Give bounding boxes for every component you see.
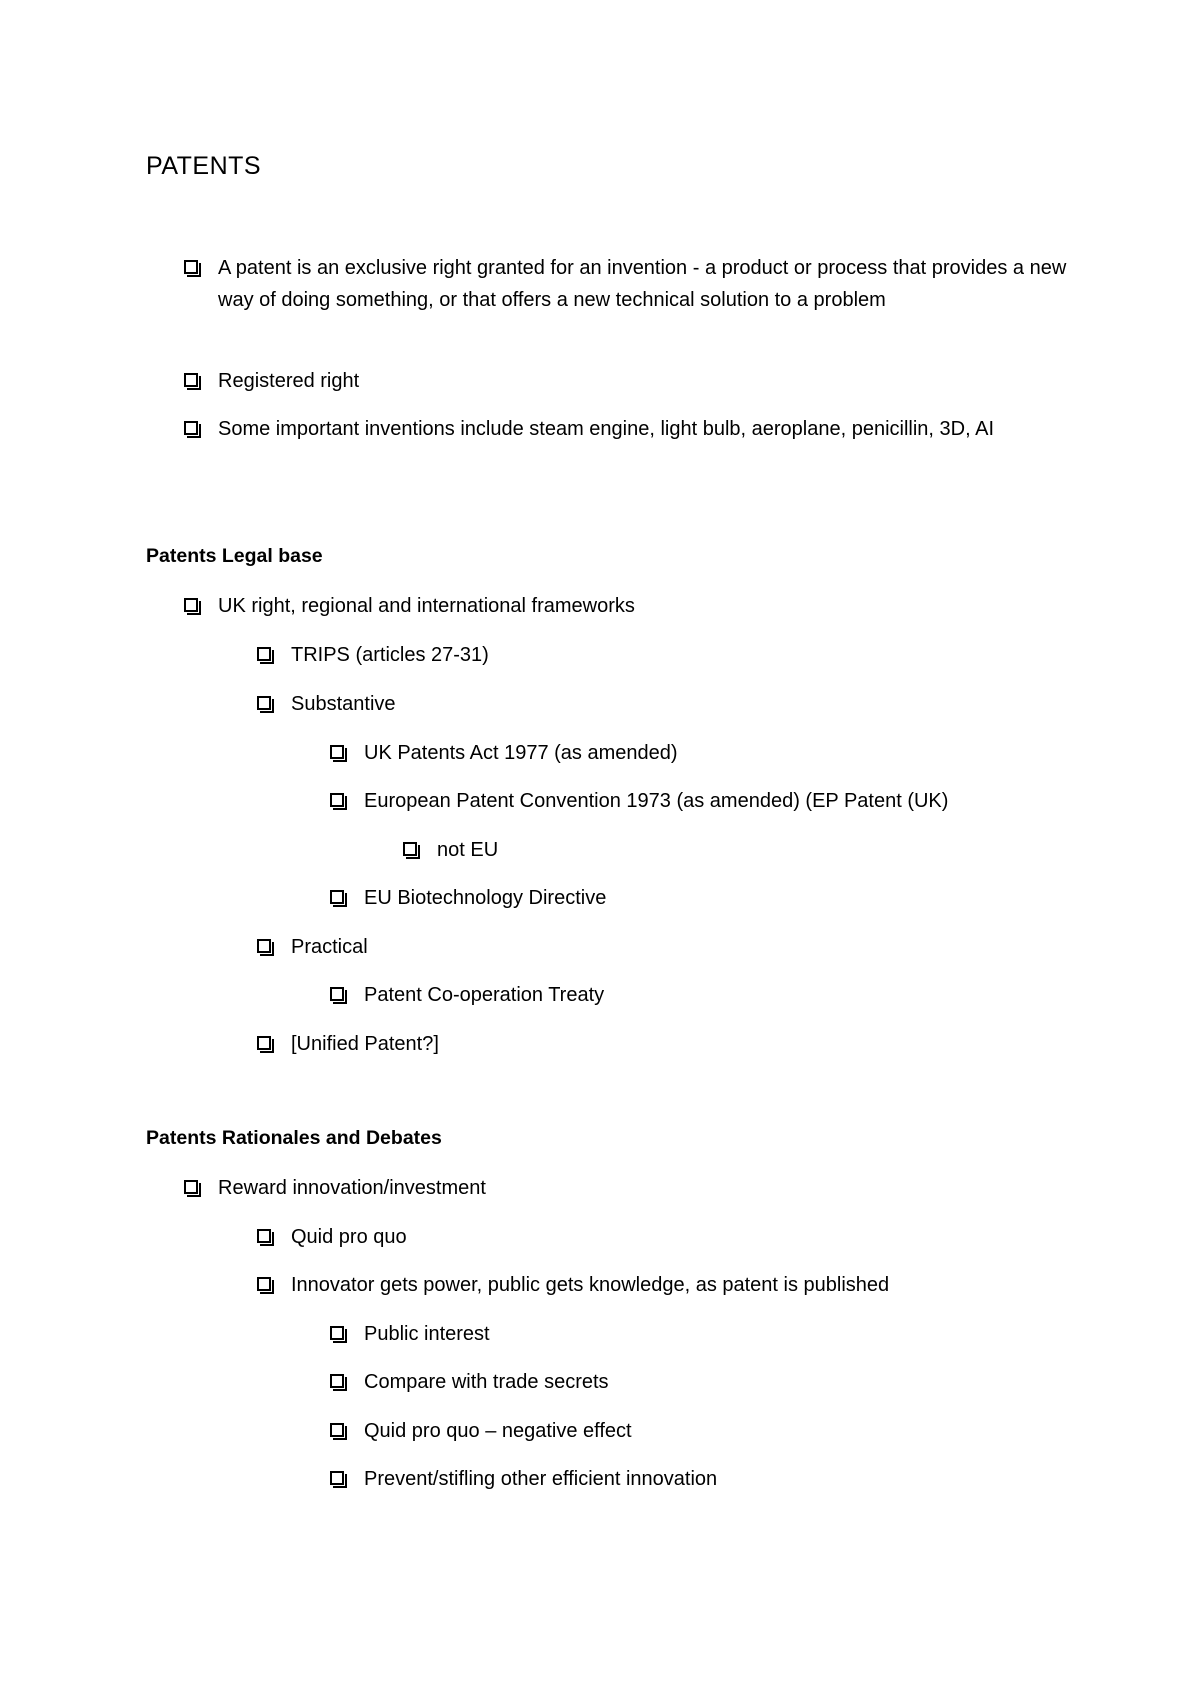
- list-item: [184, 252, 1078, 316]
- list-item: [184, 413, 1078, 445]
- list-item: [330, 882, 606, 914]
- checkbox-icon: [184, 260, 198, 274]
- list-item-text: Patent Co-operation Treaty: [364, 984, 605, 1006]
- checkbox-icon: [330, 987, 344, 1001]
- list-item: [257, 931, 368, 963]
- list-item-text: Substantive: [291, 693, 396, 715]
- list-item-text: A patent is an exclusive right granted for an invention - a product or process that provides a new way of doing something, or that offers a new technical solution to a problem: [218, 257, 1067, 311]
- list-item: [257, 1269, 889, 1301]
- list-item-text: [Unified Patent?]: [291, 1033, 439, 1055]
- list-item: [330, 1415, 632, 1447]
- checkbox-icon: [257, 1277, 271, 1291]
- checkbox-icon: [184, 1180, 198, 1194]
- list-item: [330, 1366, 609, 1398]
- section-heading-legal-base: Patents Legal base: [146, 545, 323, 567]
- list-item-text: Quid pro quo – negative effect: [364, 1420, 632, 1442]
- list-item: [257, 1221, 407, 1253]
- checkbox-icon: [330, 1326, 344, 1340]
- checkbox-icon: [257, 1036, 271, 1050]
- checkbox-icon: [184, 598, 198, 612]
- list-item: [330, 979, 604, 1011]
- checkbox-icon: [184, 373, 198, 387]
- list-item-text: European Patent Convention 1973 (as amended) (EP Patent (UK): [364, 790, 949, 812]
- checkbox-icon: [330, 745, 344, 759]
- checkbox-icon: [257, 647, 271, 661]
- list-item-text: Prevent/stifling other efficient innovation: [364, 1468, 718, 1490]
- list-item-text: Quid pro quo: [291, 1226, 407, 1248]
- list-item: [330, 1463, 717, 1495]
- list-item: [257, 688, 396, 720]
- list-item-text: Public interest: [364, 1323, 490, 1345]
- list-item-text: EU Biotechnology Directive: [364, 887, 607, 909]
- list-item-text: Reward innovation/investment: [218, 1177, 486, 1199]
- list-item: [403, 834, 498, 866]
- list-item-text: Compare with trade secrets: [364, 1371, 609, 1393]
- list-item-text: Some important inventions include steam engine, light bulb, aeroplane, penicillin, 3D, AI: [218, 418, 995, 440]
- checkbox-icon: [257, 939, 271, 953]
- checkbox-icon: [330, 1423, 344, 1437]
- list-item-text: TRIPS (articles 27-31): [291, 644, 489, 666]
- list-item: [257, 639, 489, 671]
- checkbox-icon: [184, 421, 198, 435]
- list-item: [184, 590, 635, 622]
- checkbox-icon: [330, 1374, 344, 1388]
- checkbox-icon: [330, 890, 344, 904]
- list-item-text: Practical: [291, 936, 368, 958]
- checkbox-icon: [330, 1471, 344, 1485]
- page-title: PATENTS: [146, 152, 262, 180]
- list-item: [330, 1318, 490, 1350]
- list-item-text: UK right, regional and international frameworks: [218, 595, 635, 617]
- checkbox-icon: [330, 793, 344, 807]
- list-item: [257, 1028, 439, 1060]
- list-item-text: Registered right: [218, 370, 360, 392]
- list-item-text: UK Patents Act 1977 (as amended): [364, 742, 678, 764]
- list-item-text: Innovator gets power, public gets knowledge, as patent is published: [291, 1274, 890, 1296]
- list-item: [330, 785, 948, 817]
- list-item: [184, 365, 359, 397]
- checkbox-icon: [403, 842, 417, 856]
- list-item-text: not EU: [437, 839, 499, 861]
- checkbox-icon: [257, 1229, 271, 1243]
- section-heading-rationales: Patents Rationales and Debates: [146, 1127, 442, 1149]
- list-item: [184, 1172, 486, 1204]
- checkbox-icon: [257, 696, 271, 710]
- list-item: [330, 737, 678, 769]
